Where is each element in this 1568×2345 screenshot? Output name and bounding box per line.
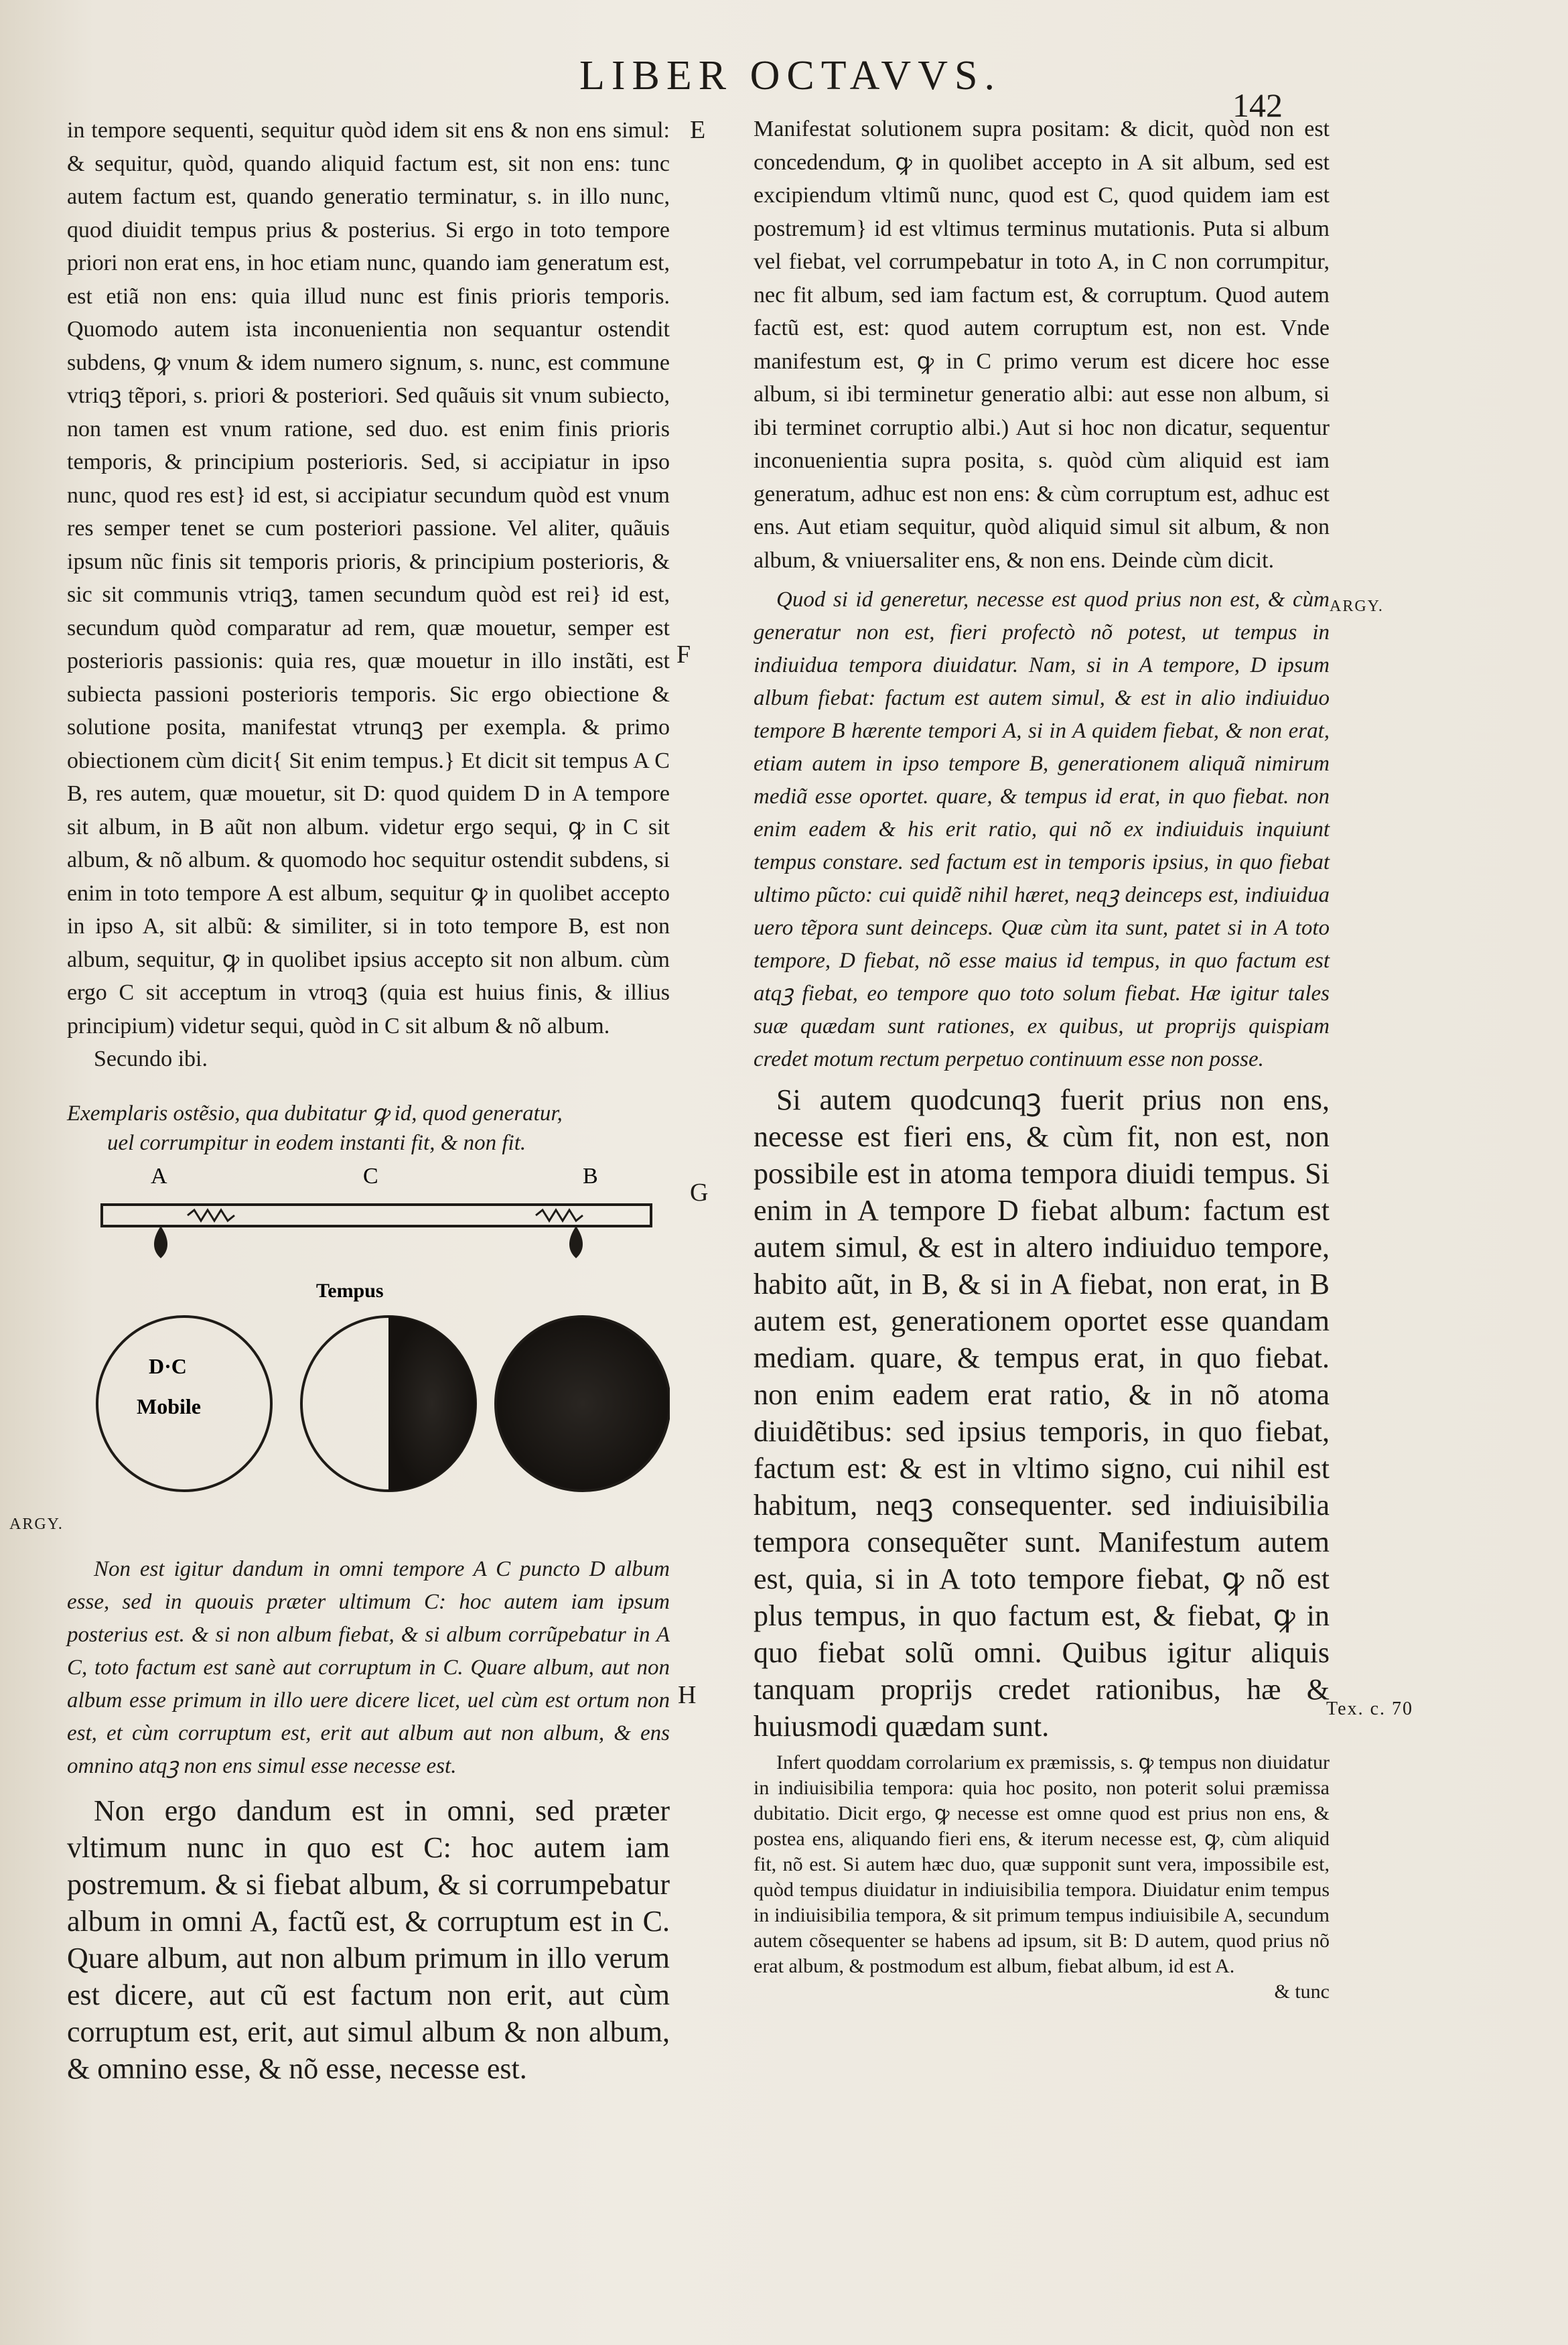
figure-caption-line-1: Exemplaris ostẽsio, qua dubitatur ꝙ id, quod generatur, bbox=[67, 1101, 563, 1126]
left-commentary-text: in tempore sequenti, sequitur quòd idem sit ens & non ens simul: & sequitur, quòd, quando aliquid factum est, sit non ens: tunc autem factum est, quando generatio terminatur, s. in illo nunc, quod diuidit tempus prius & posterius. Si ergo in toto tempore priori non erat ens, in hoc etiam nunc, quando iam generatum est, est etiã non ens: quia illud nunc est finis prioris temporis. Quomodo autem ista inconuenientia non sequantur ostendit subdens, ꝙ vnum & idem numero signum, s. nunc, est commune vtriqꝫ tẽpori, s. priori & posteriori. Sed quãuis sit vnum subiecto, non tamen est vnum ratione, sed duo. est enim finis prioris temporis, & principium posterioris. Sed, si accipiatur in ipso nunc, quod res est} id est, si accipiatur secundum quòd est vnum res semper tenet se cum posteriori passione. Vel aliter, quãuis ipsum nũc finis sit temporis prioris, & principium posterioris, & sic sit communis vtriqꝫ, tamen secundum quòd est rei} id est, secundum quòd comparatur ad rem, quæ mouetur, semper est posterioris passionis: quia res, quæ mouetur in illo instãti, est subiecta passioni posterioris temporis. Sic ergo obiectione & solutione posita, manifestat vtrunqꝫ per exempla. & primo obiectionem cùm dicit{ Sit enim tempus.} Et dicit sit tempus A C B, res autem, quæ mouetur, sit D: quod quidem D in A tempore sit album, in B aũt non album. videtur ergo sequi, ꝙ in C sit album, & nõ album. & quomodo hoc sequitur ostendit subdens, si enim in toto tempore A est album, sequitur ꝙ in quolibet accepto in ipso A, sit albũ: & similiter, si in toto tempore B, est non album, sequitur, ꝙ in quolibet ipsius accepto sit non album. cùm ergo C sit acceptum in vtroqꝫ (quia est huius finis, & illius principium) videtur sequi, quòd in C sit album & nõ album. bbox=[67, 118, 670, 1038]
secundo-ibi: Secundo ibi. bbox=[94, 1047, 208, 1071]
spring-left-icon bbox=[188, 1210, 234, 1221]
tempus-label: Tempus bbox=[316, 1280, 384, 1302]
label-c: C bbox=[363, 1166, 378, 1189]
label-a: A bbox=[151, 1166, 167, 1189]
right-column bbox=[754, 113, 1330, 2005]
catchword: & tunc bbox=[1274, 1981, 1330, 2003]
label-b: B bbox=[583, 1166, 598, 1189]
circle-dark bbox=[496, 1317, 670, 1491]
timeline-and-mobile-diagram bbox=[67, 1166, 670, 1514]
running-head: LIBER OCTAVVS. bbox=[579, 53, 1001, 98]
dc-label: D·C bbox=[149, 1354, 187, 1378]
figure-caption-line-2: uel corrumpitur in eodem instanti fit, & non fit. bbox=[107, 1131, 526, 1155]
tempus-bar bbox=[102, 1205, 651, 1226]
margin-letter-h: H bbox=[678, 1681, 697, 1709]
margin-letter-e: E bbox=[690, 116, 706, 144]
right-italic-text: Quod si id generetur, necesse est quod prius non est, & cùm generatur non est, fieri profectò nõ potest, ut tempus in indiuidua tempora diuidatur. Nam, si in A tempore, D ipsum album fiebat: factum est autem simul, & est in alio indiuiduo tempore B hærente tempori A, si in A quidem fiebat, & non erat, etiam autem in ipso tempore B, generationem aliquã nimirum mediã esse oportet. quare, & tempus id erat, in quo fiebat. non enim eadem & his erit ratio, qui nõ ex indiuiduis inquiunt tempus constare. sed factum est in temporis ipsius, in quo fiebat ultimo pũcto: cui quidẽ nihil hæret, neqꝫ deinceps est, indiuidua uero tẽpora sunt deinceps. Quæ cùm ita sunt, patet si in A toto tempore, D fiebat, nõ esse maius id tempus, in quo factum est atqꝫ fiebat, eo tempore quo toto solum fiebat. Hæ igitur tales suæ quædam sunt rationes, ex quibus, ut proprijs quispiam credet motum rectum perpetuo continuum esse non posse. bbox=[754, 588, 1330, 1071]
left-column-commentary bbox=[67, 114, 670, 1076]
spring-right-icon bbox=[536, 1210, 583, 1221]
weight-right-icon bbox=[569, 1226, 583, 1258]
right-large-text: Si autem quodcunqꝫ fuerit prius non ens, necesse est fieri ens, & cùm fit, non est, non possibile est in atoma tempora diuidi tempus. Si enim in A tempore D fiebat album: factum est autem simul, & est in altero indiuiduo tempore, habito aũt, in B, & si in A fiebat, non erat, in B autem est, generationem oportet esse quandam mediam. quare, & tempus erat, in quo fiebat. non enim eadem erat ratio, & in nõ atoma diuidẽtibus: sed ipsius temporis, in quo fiebat, factum est: & est in vltimo signo, cui nihil est habitum, neqꝫ consequenter. sed indiuisibilia tempora consequẽter sunt. Manifestum autem est, quia, si in A toto tempore fiebat, ꝙ nõ est plus tempus, in quo factum est, & fiebat, ꝙ in quo fiebat solũ omni. Quibus igitur aliquis tanquam proprijs credet rationibus, hæ & huiusmodi quædam sunt. bbox=[754, 1083, 1330, 1743]
folio-number: 142 bbox=[1232, 86, 1283, 124]
margin-note-argy-right: ARGY. bbox=[1330, 598, 1384, 615]
left-large-text: Non ergo dandum est in omni, sed præter vltimum nunc in quo est C: hoc autem iam postremum. & si fiebat album, & si corrumpebatur album in omni A, factũ est, & corruptum est in C. Quare album, aut non album primum in illo verum est dicere, aut cũ est factum non erit, aut cùm corruptum est, erit, aut simul album & non album, & omnino esse, & nõ esse, necesse est. bbox=[67, 1794, 670, 2085]
diagram-figure bbox=[67, 1099, 670, 1508]
left-italic-text: Non est igitur dandum in omni tempore A C puncto D album esse, sed in quouis præter ultimum C: hoc autem iam ipsum posterius est. & si non album fiebat, & si album corrũpebatur in A C, toto factum est sanè aut corruptum in C. Quare album, aut non album esse primum in illo uere dicere licet, uel cùm est ortum non est, et cùm corruptum est, erit aut album aut non album, & ens omnino atqꝫ non ens simul esse necesse est. bbox=[67, 1557, 670, 1778]
margin-letter-f: F bbox=[676, 641, 691, 669]
margin-note-tex: Tex. c. 70 bbox=[1326, 1698, 1414, 1719]
mobile-label: Mobile bbox=[137, 1394, 201, 1418]
weight-left-icon bbox=[154, 1226, 167, 1258]
margin-note-argy-left: ARGY. bbox=[9, 1516, 64, 1533]
circle-half-dark bbox=[388, 1317, 476, 1491]
margin-letter-g: G bbox=[690, 1179, 709, 1207]
figure-caption bbox=[67, 1099, 670, 1158]
left-column-text bbox=[67, 1553, 670, 2087]
right-commentary-top: Manifestat solutionem supra positam: & dicit, quòd non est concedendum, ꝙ in quolibet accepto in A sit album, sed est excipiendum vltimũ nunc, quod est C, quod quidem iam est postremum} id est vltimus terminus mutationis. Puta si album vel fiebat, vel corrumpebatur in toto A, in C non corrumpitur, nec fit album, sed iam factum est, & corruptum. Quod autem factũ est, est: quod autem corruptum est, non est. Vnde manifestum est, ꝙ in C primo verum est dicere hoc esse album, si ibi terminetur generatio albi: aut esse non album, si ibi terminet corruptio albi.) Aut si hoc non dicatur, sequentur inconuenientia supra posita, s. quòd cùm aliquid est iam generatum, adhuc est non ens: & cùm corruptum est, adhuc est ens. Aut etiam sequitur, quòd aliquid simul sit album, & non album, & vniuersaliter ens, & non ens. Deinde cùm dicit. bbox=[754, 117, 1330, 573]
right-commentary-bottom: Infert quoddam corrolarium ex præmissis, s. ꝙ tempus non diuidatur in indiuisibilia tempora: quia hoc posito, non poterit solui præmissa dubitatio. Dicit ergo, ꝙ necesse est omne quod est prius non ens, & postea ens, aliquando fieri ens, & iterum necesse est, ꝙ, cùm aliquid fit, nõ est. Si autem hæc duo, quæ supponit sunt vera, impossibile est, quòd tempus diuidatur in indiuisibilia tempora. Diuidatur enim tempus in indiuisibilia tempora, & sit primum tempus indiuisibile A, secundum autem cõsequenter se habens ad ipsum, sit B: D autem, quod prius nõ erat album, & postmodum est album, fiebat album, id est A. bbox=[754, 1751, 1330, 1977]
